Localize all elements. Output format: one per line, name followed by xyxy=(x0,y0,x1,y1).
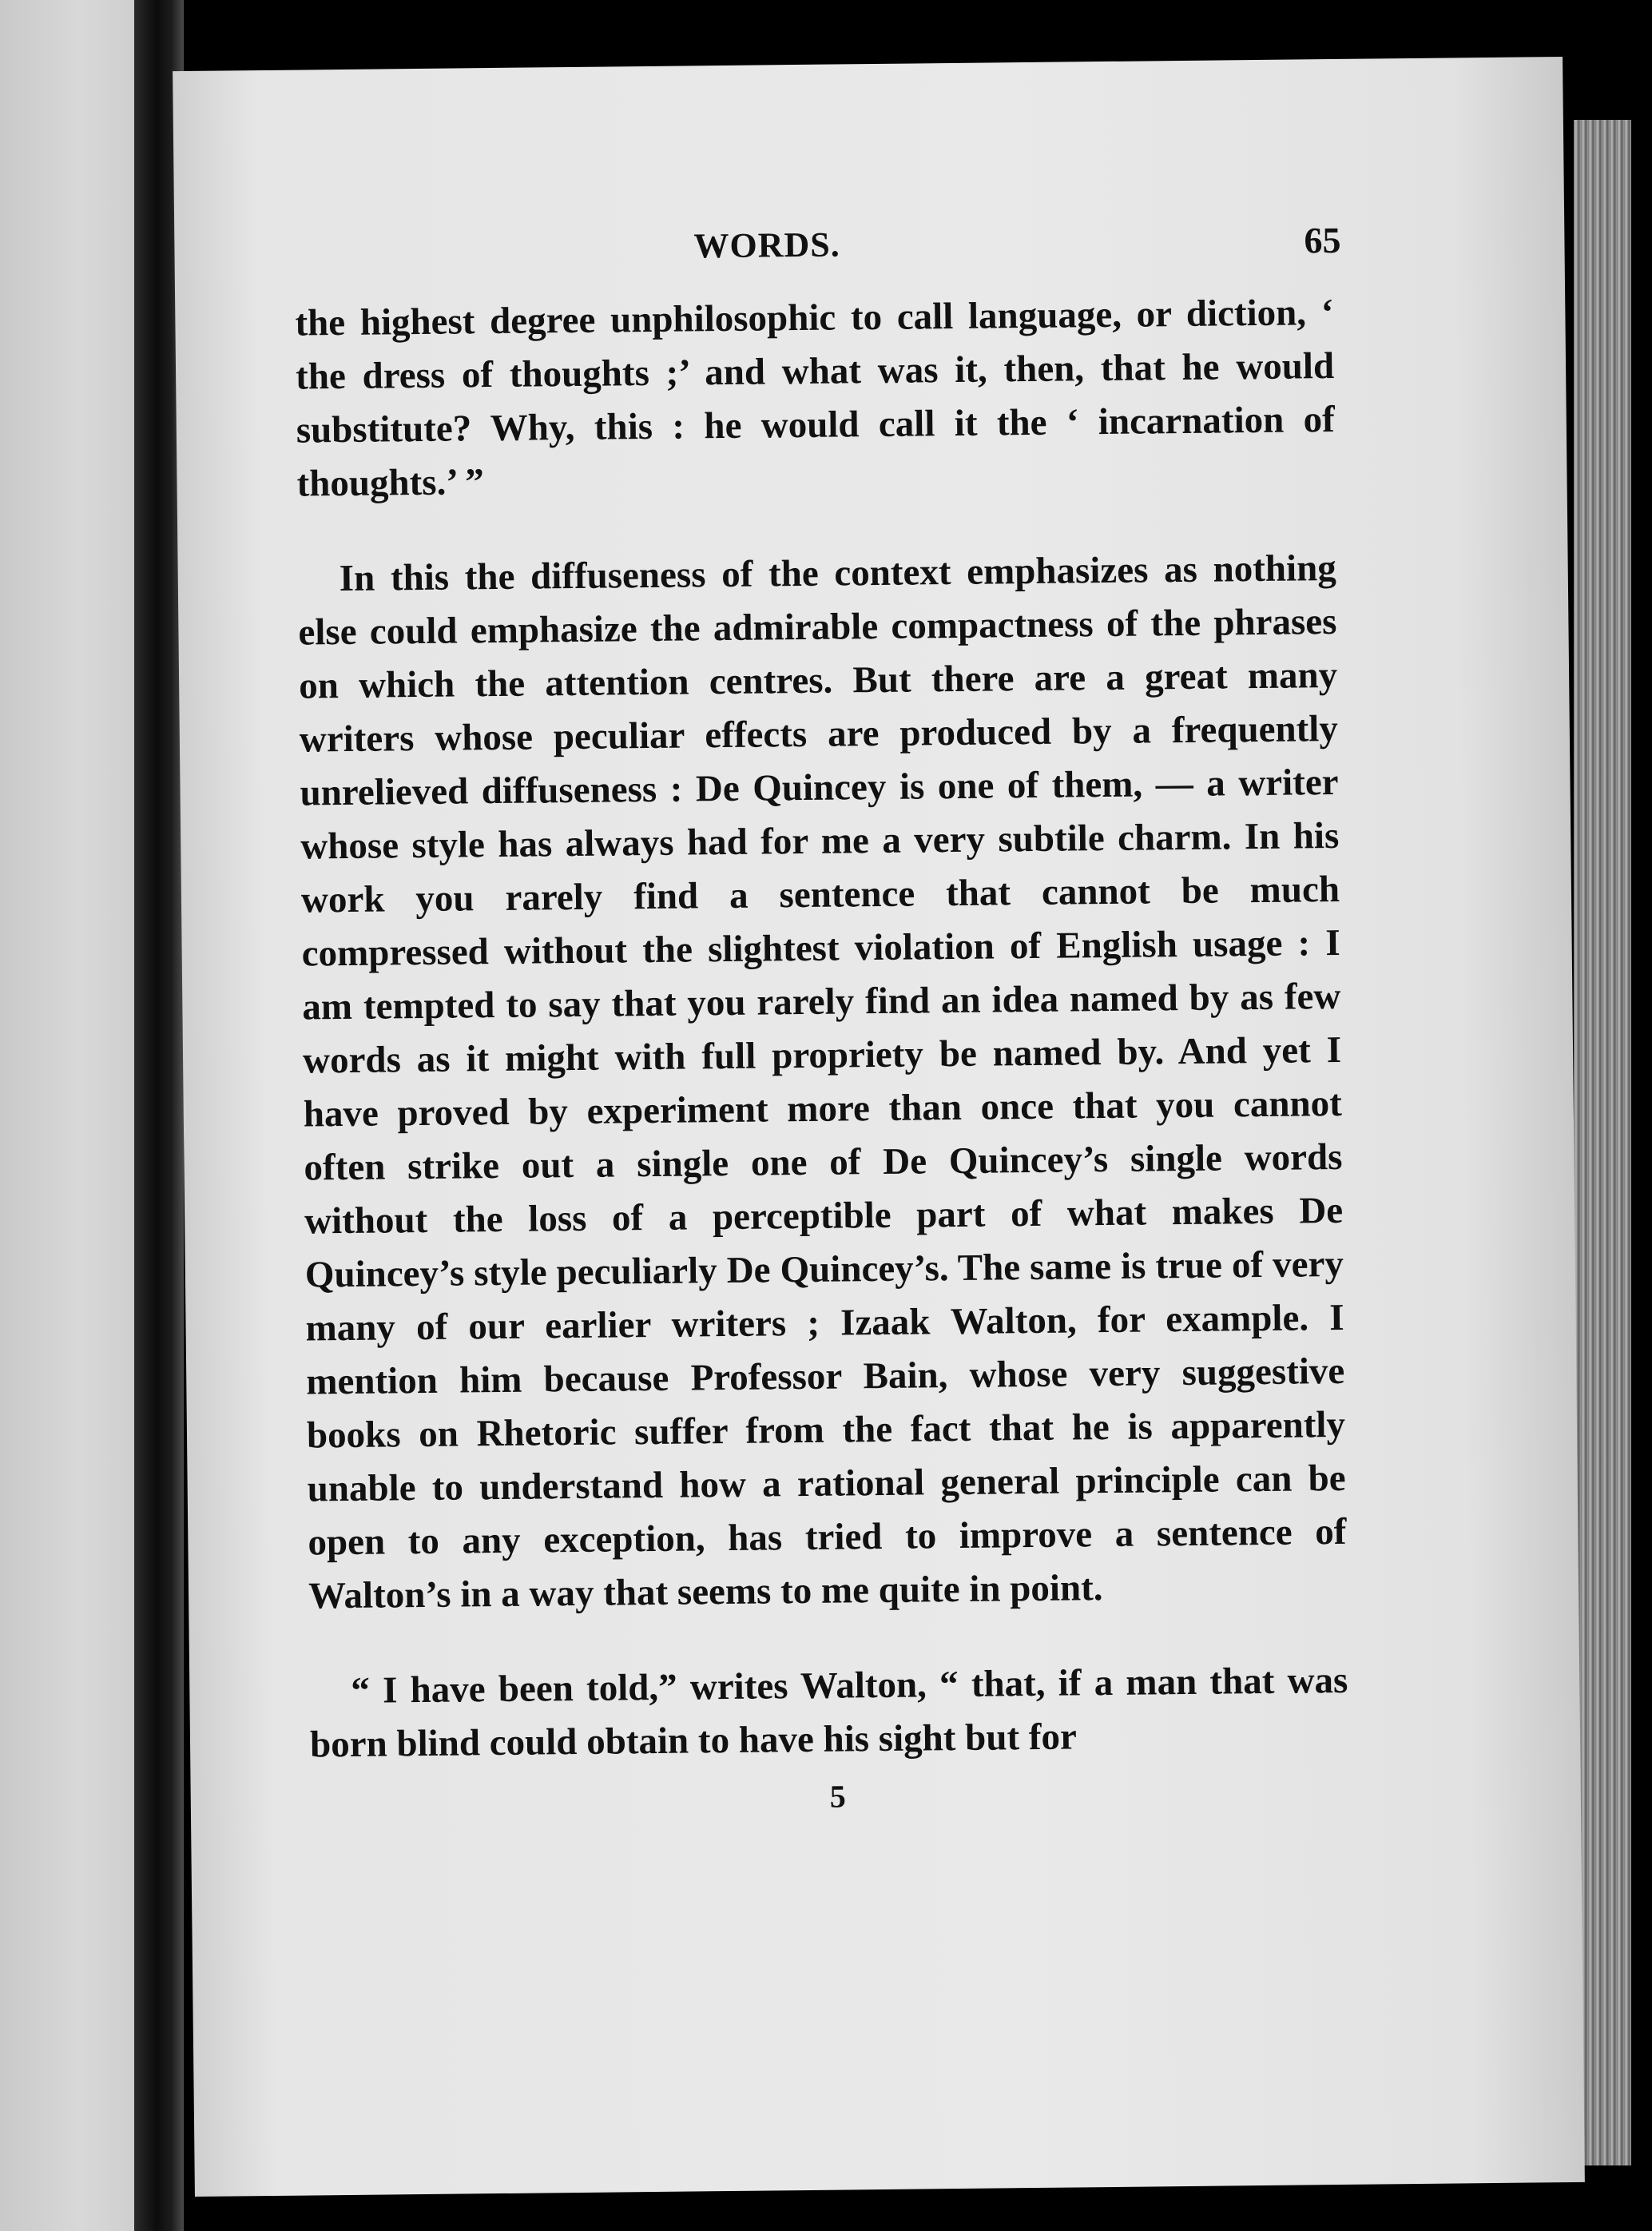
book-page xyxy=(173,57,1585,2197)
page-heading: WORDS. xyxy=(693,225,840,266)
page-number: 65 xyxy=(1304,219,1341,261)
paragraph-diffuseness: In this the diffuseness of the context emphasizes as nothing else could emphasize the admirable compactness of the phrases on which the attention centres. But there are a great many writers whose peculiar effects are produced by a frequently unrelieved diffuseness : De Quincey is one of them, — a writer whose style has always had for me a very subtile charm. In his work you rarely find a sentence that cannot be much compressed without the slightest violation of English usage : I am tempted to say that you rarely find an idea named by as few words as it might with full propriety be named by. And yet I have proved by experiment more than once that you cannot often strike out a single one of De Quincey’s single words without the loss of a perceptible part of what makes De Quincey’s style peculiarly De Quincey’s. The same is true of very many of our earlier writers ; Izaak Walton, for example. I mention him because Professor Bain, whose very suggestive books on Rhetoric suffer from the fact that he is apparently unable to understand how a rational general principle can be open to any exception, has tried to improve a sentence of Walton’s in a way that seems to me quite in point. xyxy=(298,547,1347,1617)
paragraph-walton-quote: “ I have been told,” writes Walton, “ that, if a man that was born blind could obtain to have his sight but for xyxy=(309,1659,1348,1766)
page-edges xyxy=(1574,120,1631,2165)
facing-page-edge xyxy=(0,0,134,2231)
paragraph-continuation: the highest degree unphilosophic to call language, or diction, ‘ the dress of thoughts ;’ and what was it, then, that he would substitute? Why, this : he would call it the ‘ incarnation of thoughts.’ ” xyxy=(295,291,1336,505)
signature-mark: 5 xyxy=(829,1778,847,1815)
running-head xyxy=(294,219,1341,294)
text-block xyxy=(294,219,1349,1821)
